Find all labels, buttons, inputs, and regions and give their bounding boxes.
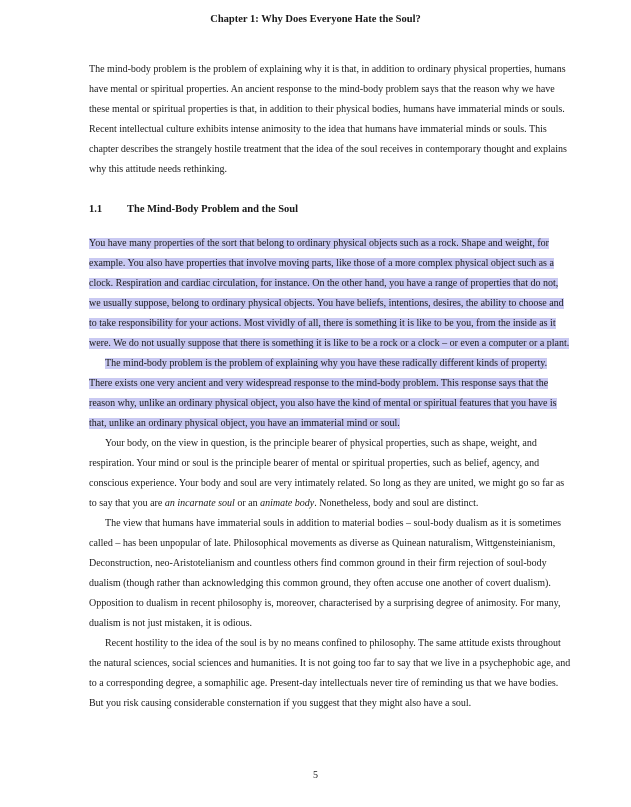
paragraph-1[interactable] xyxy=(89,234,571,354)
text-run: . Nonetheless, body and soul are distinct. xyxy=(314,498,479,509)
emphasis-text: an incarnate soul xyxy=(164,498,235,509)
page-number: 5 xyxy=(313,770,318,781)
intro-paragraph: The mind-body problem is the problem of explaining why it is that, in addition to ordinary physical properties, humans have mental or spiritual properties. An ancient response to the mind-body problem says that the reason why we have these mental or spiritual properties is that, in addition to their physical bodies, humans have immaterial minds or souls. Recent intellectual culture exhibits intense animosity to the idea that humans have immaterial minds or souls. This chapter describes the strangely hostile treatment that the idea of the soul receives in contemporary thought and explains why this attitude needs rethinking. xyxy=(89,64,567,175)
highlighted-text[interactable]: The mind-body problem is the problem of explaining why you have these radically different kinds of property. There exists one very ancient and very widespread response to the mind-body problem. This response says that the reason why, unlike an ordinary physical object, you also have the kind of mental or spiritual features that you have is that, unlike an ordinary physical object, you have an immaterial mind or soul. xyxy=(89,358,557,429)
text-run: or an xyxy=(234,498,261,509)
paragraph-2[interactable] xyxy=(89,354,571,434)
paragraph-5: Recent hostility to the idea of the soul is by no means confined to philosophy. The same attitude exists throughout the natural sciences, social sciences and humanities. It is not going too far to say that we live in a psychephobic age, and to a corresponding degree, a somaphilic age. Present-day intellectuals never tire of reminding us that we have bodies. But you risk causing considerable consternation if you suggest that they might also have a soul. xyxy=(89,638,571,709)
section-body xyxy=(89,234,571,714)
section-heading xyxy=(89,204,298,215)
section-number: 1.1 xyxy=(89,204,103,215)
paragraph-3 xyxy=(89,434,571,514)
section-title: The Mind-Body Problem and the Soul xyxy=(127,204,299,215)
text-run: Your body, on the view in question, is the principle bearer of physical properties, such as shape, weight, and respiration. Your mind or soul is the principle bearer of mental or spiritual properties, such as belief, agency, and conscious experience. Your body and soul are very intimately related. So long as they are united, we might go so far as to say that you are xyxy=(89,438,565,509)
highlighted-text[interactable]: You have many properties of the sort that belong to ordinary physical objects such as a rock. Shape and weight, for example. You also have properties that involve moving parts, like those of a more complex physical object such as a clock. Respiration and cardiac circulation, for instance. On the other hand, you have a range of properties that do not, we usually suppose, belong to ordinary physical objects. You have beliefs, intentions, desires, the ability to choose and to take responsibility for your actions. Most vividly of all, there is something it is like to be you, from the inside as it were. We do not usually suppose that there is something it is like to be a rock or a clock – or even a computer or a plant. xyxy=(89,238,570,349)
chapter-title: Chapter 1: Why Does Everyone Hate the Soul? xyxy=(210,14,421,25)
paragraph-4: The view that humans have immaterial souls in addition to material bodies – soul-body dualism as it is sometimes called – has been unpopular of late. Philosophical movements as diverse as Quinean naturalism, Wittgensteinianism, Deconstruction, neo-Aristotelianism and countless others find common ground in their firm rejection of soul-body dualism (though rather than acknowledging this common ground, they often accuse one another of covert dualism). Opposition to dualism in recent philosophy is, moreover, characterised by a surprising degree of animosity. For many, dualism is not just mistaken, it is odious. xyxy=(89,518,562,629)
emphasis-text: animate body xyxy=(260,498,315,509)
